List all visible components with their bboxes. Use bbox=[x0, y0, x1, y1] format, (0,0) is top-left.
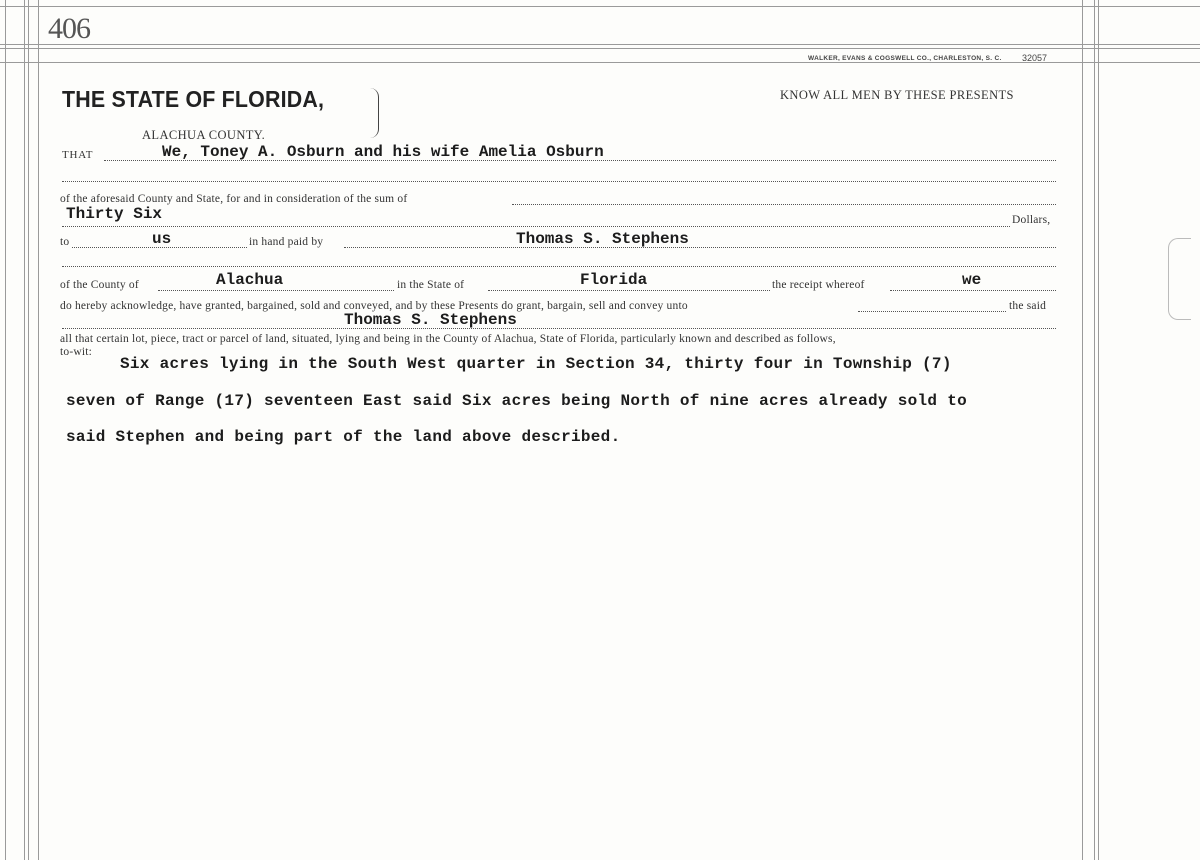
rule-line bbox=[0, 44, 1200, 45]
fill-line bbox=[62, 328, 1056, 329]
fill-line bbox=[158, 290, 394, 291]
legal-description-line: seven of Range (17) seventeen East said Six acres being North of nine acres already sold to bbox=[66, 392, 968, 410]
to-value: us bbox=[152, 230, 172, 248]
dollars-label: Dollars, bbox=[1012, 214, 1051, 226]
that-label: THAT bbox=[62, 149, 94, 161]
page-number: 406 bbox=[48, 12, 90, 45]
margin-line bbox=[24, 0, 25, 860]
description-intro: all that certain lot, piece, tract or parcel of land, situated, lying and being in the County of Alachua, State of Florida, particularly known and described as follows, bbox=[60, 333, 836, 345]
fill-line bbox=[858, 311, 1006, 312]
county-value: Alachua bbox=[216, 271, 284, 289]
fill-line bbox=[62, 181, 1056, 182]
legal-description-line: Six acres lying in the South West quarter in Section 34, thirty four in Township (7) bbox=[120, 355, 952, 373]
document-title: THE STATE OF FLORIDA, bbox=[62, 86, 325, 112]
binding-hole-mark bbox=[1168, 238, 1191, 320]
fill-line bbox=[344, 247, 1056, 248]
grantee-value: Thomas S. Stephens bbox=[344, 311, 517, 329]
paid-by-label: in hand paid by bbox=[249, 236, 324, 248]
printer-name: WALKER, EVANS & COGSWELL CO., CHARLESTON, S. C. bbox=[808, 55, 1002, 62]
consideration-text: of the aforesaid County and State, for and in consideration of the sum of bbox=[60, 193, 408, 205]
margin-line bbox=[5, 0, 6, 860]
the-said-label: the said bbox=[1009, 300, 1047, 312]
fill-line bbox=[890, 290, 1056, 291]
state-value: Florida bbox=[580, 271, 648, 289]
rule-line bbox=[0, 48, 1200, 49]
fill-line bbox=[488, 290, 770, 291]
margin-line bbox=[28, 0, 29, 860]
margin-line bbox=[38, 0, 39, 860]
margin-line bbox=[1094, 0, 1095, 860]
state-label: in the State of bbox=[397, 279, 465, 291]
paid-by-value: Thomas S. Stephens bbox=[516, 230, 689, 248]
receipt-label: the receipt whereof bbox=[772, 279, 865, 291]
rule-line bbox=[0, 6, 1200, 7]
convey-text: do hereby acknowledge, have granted, bargained, sold and conveyed, and by these Presents do grant, bargain, sell and convey unto bbox=[60, 300, 688, 312]
fill-line bbox=[62, 226, 1010, 227]
form-number: 32057 bbox=[1022, 53, 1048, 63]
receipt-value: we bbox=[962, 271, 982, 289]
title-brace bbox=[370, 88, 379, 138]
legal-description-line: said Stephen and being part of the land above described. bbox=[66, 428, 621, 446]
sum-value: Thirty Six bbox=[66, 205, 163, 223]
grantors-value: We, Toney A. Osburn and his wife Amelia Osburn bbox=[162, 143, 604, 161]
to-wit-label: to-wit: bbox=[60, 346, 93, 358]
know-all-men-text: KNOW ALL MEN BY THESE PRESENTS bbox=[780, 88, 1014, 102]
margin-line bbox=[1098, 0, 1099, 860]
county-label: of the County of bbox=[60, 279, 139, 291]
county-heading: ALACHUA COUNTY. bbox=[142, 128, 266, 142]
rule-line bbox=[0, 62, 1200, 63]
to-label: to bbox=[60, 236, 70, 248]
fill-line bbox=[512, 204, 1056, 205]
fill-line bbox=[62, 266, 1056, 267]
margin-line bbox=[1082, 0, 1083, 860]
